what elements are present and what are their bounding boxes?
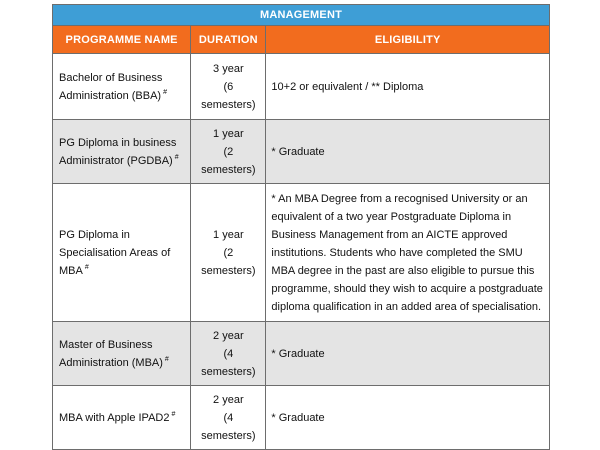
table-header-row — [53, 26, 550, 54]
duration-count: (6 — [223, 80, 234, 93]
programme-mark: # — [174, 153, 179, 161]
eligibility-cell: * An MBA Degree from a recognised University or an equivalent of a two year Postgraduate Diploma in Business Management from an AICTE approved institutions. Students who have completed the SMU MBA degree in the past are also eligible to pursue this programme, should they wish to acquire a postgraduate diploma qualification in an added area of specialisation. — [266, 184, 550, 322]
duration-count: (2 — [223, 246, 234, 259]
management-table — [52, 4, 550, 450]
programme-mark: # — [171, 410, 176, 418]
programme-name-cell — [53, 386, 191, 450]
eligibility-cell: 10+2 or equivalent / ** Diploma — [266, 54, 550, 120]
programme-name-cell — [53, 54, 191, 120]
eligibility-cell: * Graduate — [266, 120, 550, 184]
programme-name: Master of Business Administration (MBA) — [59, 338, 163, 369]
programme-name-cell — [53, 120, 191, 184]
duration-unit: semesters) — [201, 365, 256, 378]
header-duration: DURATION — [191, 26, 266, 54]
duration-years: 1 year — [213, 127, 244, 140]
programme-name: MBA with Apple IPAD2 — [59, 411, 170, 424]
header-eligibility: ELIGIBILITY — [266, 26, 550, 54]
eligibility-cell: * Graduate — [266, 322, 550, 386]
eligibility-cell: * Graduate — [266, 386, 550, 450]
duration-cell — [191, 120, 266, 184]
table-title-row — [53, 5, 550, 26]
programme-name-cell — [53, 184, 191, 322]
table-row — [53, 120, 550, 184]
duration-count: (4 — [223, 347, 234, 360]
table-row — [53, 184, 550, 322]
duration-cell — [191, 184, 266, 322]
duration-years: 3 year — [213, 62, 244, 75]
duration-cell — [191, 54, 266, 120]
duration-years: 2 year — [213, 393, 244, 406]
duration-years: 2 year — [213, 329, 244, 342]
duration-unit: semesters) — [201, 98, 256, 111]
duration-unit: semesters) — [201, 429, 256, 442]
duration-cell — [191, 322, 266, 386]
duration-count: (2 — [223, 145, 234, 158]
programme-name-cell — [53, 322, 191, 386]
duration-years: 1 year — [213, 228, 244, 241]
table-title: MANAGEMENT — [53, 5, 550, 26]
table-row — [53, 322, 550, 386]
table-row — [53, 386, 550, 450]
programme-mark: # — [84, 263, 89, 271]
duration-cell — [191, 386, 266, 450]
header-programme-name: PROGRAMME NAME — [53, 26, 191, 54]
programme-mark: # — [164, 355, 169, 363]
duration-unit: semesters) — [201, 163, 256, 176]
duration-unit: semesters) — [201, 264, 256, 277]
programme-name: PG Diploma in Specialisation Areas of MBA — [59, 228, 171, 277]
programme-name: PG Diploma in business Administrator (PGDBA) — [59, 136, 177, 167]
table-row — [53, 54, 550, 120]
programme-name: Bachelor of Business Administration (BBA) — [59, 71, 163, 102]
duration-count: (4 — [223, 411, 234, 424]
programme-mark: # — [163, 88, 167, 96]
